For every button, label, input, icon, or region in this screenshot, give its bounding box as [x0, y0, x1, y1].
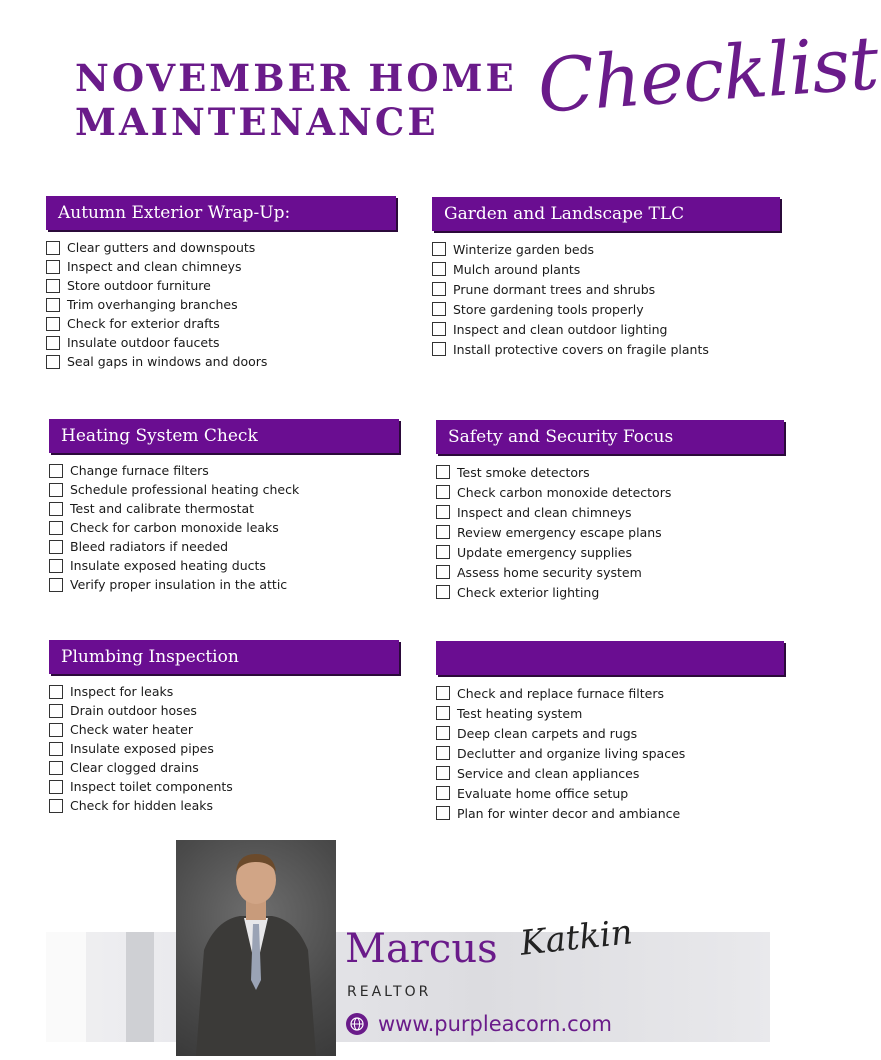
checkbox[interactable] — [46, 336, 60, 350]
item-label: Declutter and organize living spaces — [457, 745, 686, 761]
checkbox[interactable] — [436, 786, 450, 800]
checkbox[interactable] — [49, 464, 63, 478]
checkbox[interactable] — [46, 317, 60, 331]
checkbox[interactable] — [49, 704, 63, 718]
item-label: Trim overhanging branches — [67, 297, 238, 312]
checklist — [46, 238, 396, 371]
item-label: Seal gaps in windows and doors — [67, 354, 268, 369]
checklist-item[interactable] — [49, 461, 399, 480]
checklist-item[interactable] — [436, 743, 784, 763]
checklist-item[interactable] — [432, 279, 780, 299]
checklist-item[interactable] — [436, 502, 784, 522]
item-label: Schedule professional heating check — [70, 482, 300, 497]
checklist — [432, 239, 780, 359]
checklist-item[interactable] — [436, 683, 784, 703]
item-label: Store gardening tools properly — [453, 301, 644, 317]
checkbox[interactable] — [49, 742, 63, 756]
website-url: www.purpleacorn.com — [378, 1012, 612, 1036]
checklist-item[interactable] — [436, 703, 784, 723]
checklist-item[interactable] — [436, 482, 784, 502]
item-label: Update emergency supplies — [457, 544, 632, 560]
checklist-item[interactable] — [49, 499, 399, 518]
checklist-item[interactable] — [49, 739, 399, 758]
realtor-signature: Katkin — [518, 912, 635, 964]
checklist — [49, 682, 399, 815]
checklist-item[interactable] — [46, 333, 396, 352]
checklist-script-title: Checklist — [535, 20, 881, 130]
realtor-photo — [176, 840, 336, 1056]
item-label: Insulate exposed heating ducts — [70, 558, 266, 573]
title-line-2: MAINTENANCE — [75, 100, 439, 144]
checkbox[interactable] — [49, 521, 63, 535]
checkbox[interactable] — [46, 241, 60, 255]
checklist-item[interactable] — [436, 582, 784, 602]
section-plumbing — [49, 640, 399, 815]
checkbox[interactable] — [46, 260, 60, 274]
checklist-item[interactable] — [436, 522, 784, 542]
checklist-item[interactable] — [436, 803, 784, 823]
checklist-item[interactable] — [49, 480, 399, 499]
checklist-item[interactable] — [432, 299, 780, 319]
item-label: Store outdoor furniture — [67, 278, 211, 293]
section-untitled — [436, 641, 784, 823]
checkbox[interactable] — [49, 540, 63, 554]
checklist-item[interactable] — [49, 575, 399, 594]
checklist-item[interactable] — [49, 796, 399, 815]
checkbox[interactable] — [432, 322, 446, 336]
checkbox[interactable] — [49, 799, 63, 813]
checkbox[interactable] — [436, 485, 450, 499]
checklist-item[interactable] — [436, 723, 784, 743]
item-label: Check for exterior drafts — [67, 316, 220, 331]
checklist-item[interactable] — [432, 339, 780, 359]
checklist — [436, 462, 784, 602]
item-label: Bleed radiators if needed — [70, 539, 229, 554]
item-label: Inspect and clean chimneys — [457, 504, 632, 520]
checklist-item[interactable] — [432, 259, 780, 279]
checklist-item[interactable] — [49, 682, 399, 701]
decorative-panel — [46, 932, 86, 1042]
checkbox[interactable] — [46, 355, 60, 369]
checkbox[interactable] — [432, 242, 446, 256]
checkbox[interactable] — [436, 726, 450, 740]
checkbox[interactable] — [49, 780, 63, 794]
item-label: Deep clean carpets and rugs — [457, 725, 638, 741]
item-label: Assess home security system — [457, 564, 642, 580]
checklist-item[interactable] — [46, 257, 396, 276]
checklist — [49, 461, 399, 594]
item-label: Review emergency escape plans — [457, 524, 662, 540]
checklist-item[interactable] — [436, 562, 784, 582]
checklist-item[interactable] — [49, 758, 399, 777]
item-label: Drain outdoor hoses — [70, 703, 197, 718]
section-header: Autumn Exterior Wrap-Up: — [46, 196, 396, 230]
item-label: Test smoke detectors — [457, 464, 590, 480]
checklist-item[interactable] — [46, 276, 396, 295]
decorative-panel — [126, 932, 154, 1042]
checkbox[interactable] — [432, 302, 446, 316]
checklist-item[interactable] — [436, 462, 784, 482]
item-label: Insulate outdoor faucets — [67, 335, 220, 350]
item-label: Plan for winter decor and ambiance — [457, 805, 681, 821]
checklist-item[interactable] — [46, 238, 396, 257]
checklist-item[interactable] — [49, 701, 399, 720]
item-label: Install protective covers on fragile plants — [453, 341, 709, 357]
item-label: Clear clogged drains — [70, 760, 199, 775]
checklist-item[interactable] — [436, 763, 784, 783]
item-label: Evaluate home office setup — [457, 785, 629, 801]
section-heating-system — [49, 419, 399, 594]
item-label: Change furnace filters — [70, 463, 209, 478]
item-label: Inspect for leaks — [70, 684, 174, 699]
checkbox[interactable] — [46, 279, 60, 293]
document-title — [75, 56, 517, 144]
item-label: Check for hidden leaks — [70, 798, 214, 813]
checkbox[interactable] — [432, 262, 446, 276]
checkbox[interactable] — [49, 578, 63, 592]
checkbox[interactable] — [436, 505, 450, 519]
checkbox[interactable] — [436, 585, 450, 599]
checkbox[interactable] — [49, 483, 63, 497]
section-header: Safety and Security Focus — [436, 420, 784, 454]
item-label: Check for carbon monoxide leaks — [70, 520, 279, 535]
checkbox[interactable] — [436, 746, 450, 760]
section-header: Heating System Check — [49, 419, 399, 453]
item-label: Clear gutters and downspouts — [67, 240, 256, 255]
section-header — [436, 641, 784, 675]
checkbox[interactable] — [436, 766, 450, 780]
checklist-item[interactable] — [432, 319, 780, 339]
item-label: Inspect toilet components — [70, 779, 233, 794]
section-header: Plumbing Inspection — [49, 640, 399, 674]
item-label: Winterize garden beds — [453, 241, 595, 257]
item-label: Inspect and clean chimneys — [67, 259, 242, 274]
checkbox[interactable] — [49, 559, 63, 573]
item-label: Inspect and clean outdoor lighting — [453, 321, 668, 337]
item-label: Check water heater — [70, 722, 194, 737]
checkbox[interactable] — [436, 525, 450, 539]
checklist-item[interactable] — [46, 314, 396, 333]
item-label: Mulch around plants — [453, 261, 581, 277]
checklist-item[interactable] — [49, 518, 399, 537]
checklist-item[interactable] — [49, 777, 399, 796]
item-label: Verify proper insulation in the attic — [70, 577, 288, 592]
checklist-item[interactable] — [432, 239, 780, 259]
item-label: Test and calibrate thermostat — [70, 501, 255, 516]
item-label: Check carbon monoxide detectors — [457, 484, 672, 500]
checkbox[interactable] — [49, 723, 63, 737]
item-label: Service and clean appliances — [457, 765, 640, 781]
checkbox[interactable] — [436, 465, 450, 479]
person-silhouette-icon — [176, 840, 336, 1056]
checkbox[interactable] — [49, 685, 63, 699]
checkbox[interactable] — [432, 282, 446, 296]
checklist-item[interactable] — [46, 295, 396, 314]
checkbox[interactable] — [49, 761, 63, 775]
section-garden-landscape — [432, 197, 780, 359]
item-label: Check and replace furnace filters — [457, 685, 665, 701]
title-line-1: NOVEMBER HOME — [75, 56, 517, 100]
section-header: Garden and Landscape TLC — [432, 197, 780, 231]
item-label: Prune dormant trees and shrubs — [453, 281, 656, 297]
checklist — [436, 683, 784, 823]
realtor-name: Marcus — [345, 926, 498, 972]
realtor-title: REALTOR — [347, 984, 432, 1000]
item-label: Test heating system — [457, 705, 583, 721]
checklist-item[interactable] — [49, 556, 399, 575]
checklist-item[interactable] — [49, 720, 399, 739]
globe-icon — [346, 1013, 368, 1035]
checkbox[interactable] — [436, 545, 450, 559]
checkbox[interactable] — [436, 706, 450, 720]
checklist-item[interactable] — [436, 542, 784, 562]
checklist-item[interactable] — [49, 537, 399, 556]
section-safety-security — [436, 420, 784, 602]
website-link[interactable] — [346, 1012, 612, 1036]
checkbox[interactable] — [49, 502, 63, 516]
checklist-item[interactable] — [436, 783, 784, 803]
checkbox[interactable] — [432, 342, 446, 356]
checklist-item[interactable] — [46, 352, 396, 371]
checkbox[interactable] — [436, 806, 450, 820]
checkbox[interactable] — [436, 686, 450, 700]
item-label: Check exterior lighting — [457, 584, 600, 600]
item-label: Insulate exposed pipes — [70, 741, 214, 756]
checkbox[interactable] — [436, 565, 450, 579]
section-autumn-exterior — [46, 196, 396, 371]
checkbox[interactable] — [46, 298, 60, 312]
